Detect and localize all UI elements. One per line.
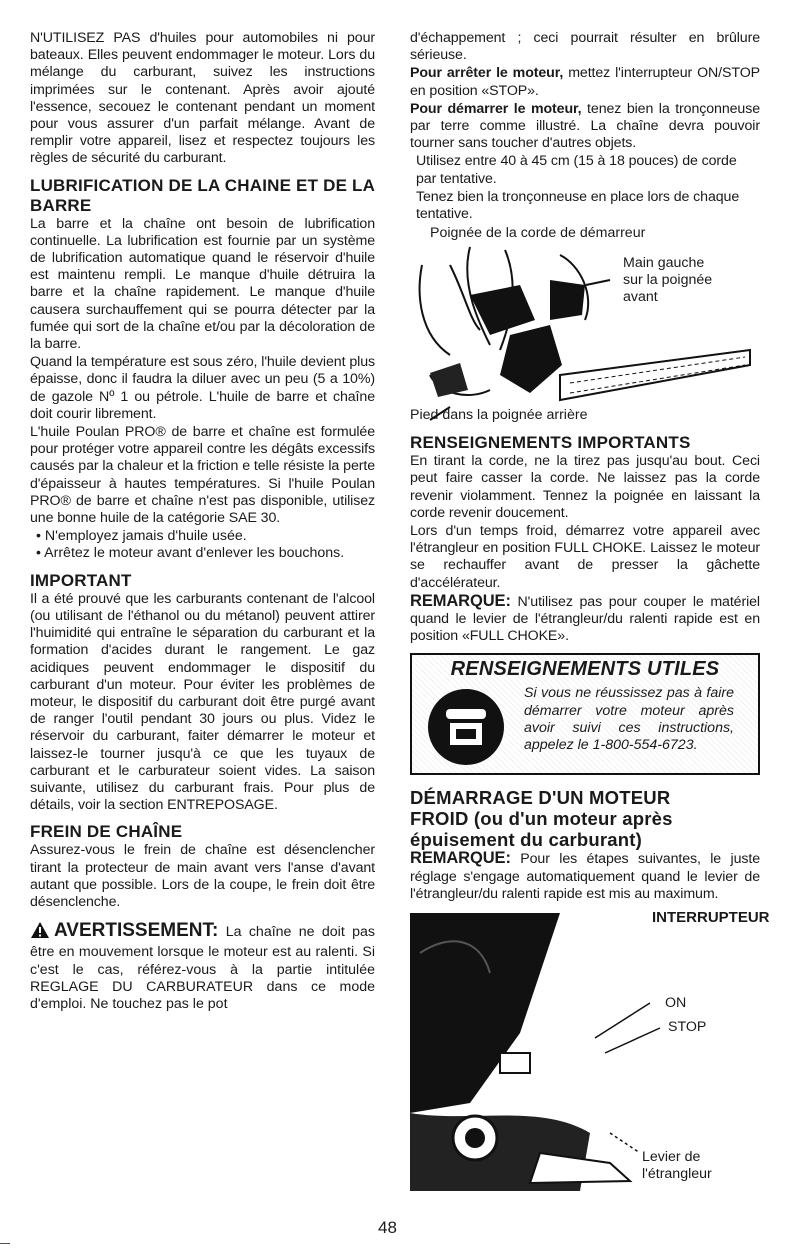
lubrication-heading: LUBRIFICATION DE LA CHAINE ET DE LA BARRE — [30, 175, 375, 215]
exhaust-continuation: d'échappement ; ceci pourrait résulter en brûlure sérieuse. — [410, 30, 760, 64]
cold-start-subheading: FROID (ou d'un moteur après épuisement du carburant) — [410, 808, 673, 851]
left-column — [30, 30, 375, 1013]
rope-tips-paragraph: En tirant la corde, ne la tirez pas jusqu'au bout. Ceci peut faire casser la corde. Ne laissez pas la corde revenir violamment. Tennez la poignée en laissant la corde revenir doucement. — [410, 453, 760, 521]
warning-triangle-icon — [30, 921, 50, 944]
start-engine-paragraph — [410, 101, 760, 153]
helpful-info-text: Si vous ne réussissez pas à faire démarrer votre moteur après avoir suivi ces instructions, appelez le 1-800-554-6723. — [524, 685, 734, 754]
remark-label: REMARQUE: — [410, 591, 511, 610]
helpful-info-box — [410, 653, 760, 775]
remark-automatic-paragraph — [410, 850, 760, 903]
warning-text: La chaîne ne doit pas être en mouvement lorsque le moteur est au ralenti. Si c'est le cas, référez-vous à la partie intitulée REGLAGE DU CARBURATEUR dans ce mode d'emploi. Ne touchez pas le pot — [30, 924, 375, 1012]
lubrication-paragraph-2: Quand la température est sous zéro, l'huile devient plus épaisse, donc il faudra la diluer avec un peu (5 a 10%) de gazole Nº 1 ou pétrole. L'huile de barre et chaîne doit courir librement. — [30, 354, 375, 422]
stop-engine-label: Pour arrêter le moteur, — [410, 65, 564, 82]
oil-bullet-list — [30, 528, 375, 562]
start-engine-label: Pour démarrer le moteur, — [410, 100, 582, 117]
starter-rope-handle-caption: Poignée de la corde de démarreur — [430, 225, 646, 242]
choke-lever-label: Levier de l'étrangleur — [642, 1149, 712, 1183]
bullet-item: • N'employez jamais d'huile usée. — [36, 528, 375, 545]
warning-label: AVERTISSEMENT: — [54, 920, 219, 942]
important-info-heading: RENSEIGNEMENTS IMPORTANTS — [410, 433, 691, 453]
hold-saw-paragraph: Tenez bien la tronçonneuse en place lors de chaque tentative. — [416, 188, 740, 223]
start-engine-text: tenez bien la tronçonneuse par terre comme illustré. La chaîne devra pouvoir tourner sans toucher d'autres objets. — [410, 100, 760, 152]
rope-length-paragraph: Utilisez entre 40 à 45 cm (15 à 18 pouces) de corde par tentative. — [416, 153, 737, 187]
chain-brake-paragraph: Assurez-vous le frein de chaîne est désenclencher tirant la protecteur de main avant vers l'anse d'avant autant que possible. Lors de la coupe, le frein doit être désenclenche. — [30, 842, 375, 910]
remark-text: N'utilisez pas pour couper le matériel quand le levier de l'étrangleur/du ralenti rapide est en position «FULL CHOKE». — [410, 593, 760, 645]
right-column — [410, 30, 770, 1191]
bullet-item: • Arrêtez le moteur avant d'enlever les bouchons. — [36, 545, 375, 562]
remark-label: REMARQUE: — [410, 849, 511, 868]
telephone-icon — [426, 687, 506, 772]
switch-label: INTERRUPTEUR — [652, 909, 770, 927]
starting-position-figure — [410, 225, 760, 425]
chain-brake-heading: FREIN DE CHAÎNE — [30, 822, 183, 842]
lubrication-paragraph-3: L'huile Poulan PRO® de barre et chaîne est formulée pour protéger votre appareil contre les dégâts excessifs causés par la chaleur et la friction e telle résiste la perte d'épaisseur à hautes températures. Si l'huile Poulan PRO® de barre et chaîne n'est pas disponible, utilisez une bonne huile de la catégorie SAE 30. — [30, 424, 375, 527]
on-label: ON — [665, 995, 687, 1012]
left-hand-front-handle-caption: Main gauche sur la poignée avant — [623, 255, 713, 306]
remark-text: Pour les étapes suivantes, le juste réglage s'engage automatiquement quand le levier de l'étrangleur/du ralenti rapide est mis au maximum. — [410, 851, 760, 902]
important-heading: IMPORTANT — [30, 570, 132, 590]
stop-engine-paragraph — [410, 65, 760, 99]
corner-mark — [0, 1243, 10, 1244]
lubrication-paragraph-1: La barre et la chaîne ont besoin de lubrification continuelle. La lubrification est fournie par un système de lubrification automatique quand le réservoir d'huile est maintenu rempli. Le manque d'huile détruira la barre et la chaîne rapidement. Le manque d'huile causera surchauffement qui se pourra détecter par la fumée qui sort de la chaîne et/ou par la décoloration de la barre. — [30, 215, 375, 353]
page-number: 48 — [378, 1218, 397, 1237]
helpful-info-title: RENSEIGNEMENTS UTILES — [450, 658, 720, 681]
foot-rear-handle-caption: Pied dans la poignée arrière — [410, 407, 588, 424]
warning-block — [30, 921, 375, 1013]
stop-label: STOP — [668, 1019, 707, 1036]
stop-engine-text: mettez l'interrupteur ON/STOP en position «STOP». — [410, 65, 760, 99]
remark-choke-paragraph — [410, 593, 760, 646]
intro-paragraph: N'UTILISEZ PAS d'huiles pour automobiles ni pour bateaux. Elles peuvent endommager le moteur. Lors du mélange du carburant, suivez les instructions imprimées sur le contenant. Après avoir ajouté l'essence, secouez le contenant pendant un moment pour vous assurer d'un parfait mélange. Avant de remplir votre appareil, lisez et respectez toujours les règles de sécurité du carburant. — [30, 30, 375, 167]
cold-start-heading: DÉMARRAGE D'UN MOTEUR — [410, 787, 671, 809]
important-paragraph: Il a été prouvé que les carburants contenant de l'alcool (ou utilisant de l'éthanol ou du métanol) peuvent attirer l'huimidité qui entraîne le séparation du carburant et la formation d'acides durant le rangement. Le gaz acidiques peuvent endommager le dispositif du carburant d'un moteur. Pour éviter les problèmes de moteur, le dispositif du carburant doit être purgé avant de ranger l'outil pendant 30 jours ou plus. Videz le réservoir du carburant, faiter démarrer le moteur et laissez-le tourner jusqu'à ce que les tuyaux de carburant et le carburateur soient vides. La saison suivante, utilisez du carburant frais. Pour plus de détails, voir la section ENTREPOSAGE. — [30, 590, 375, 814]
cold-weather-paragraph: Lors d'un temps froid, démarrez votre appareil avec l'étrangleur en position FULL CHOKE. Laissez le moteur se rechauffer avant de presser la gâchette d'accélérateur. — [410, 523, 760, 591]
switch-choke-figure — [410, 909, 770, 1191]
